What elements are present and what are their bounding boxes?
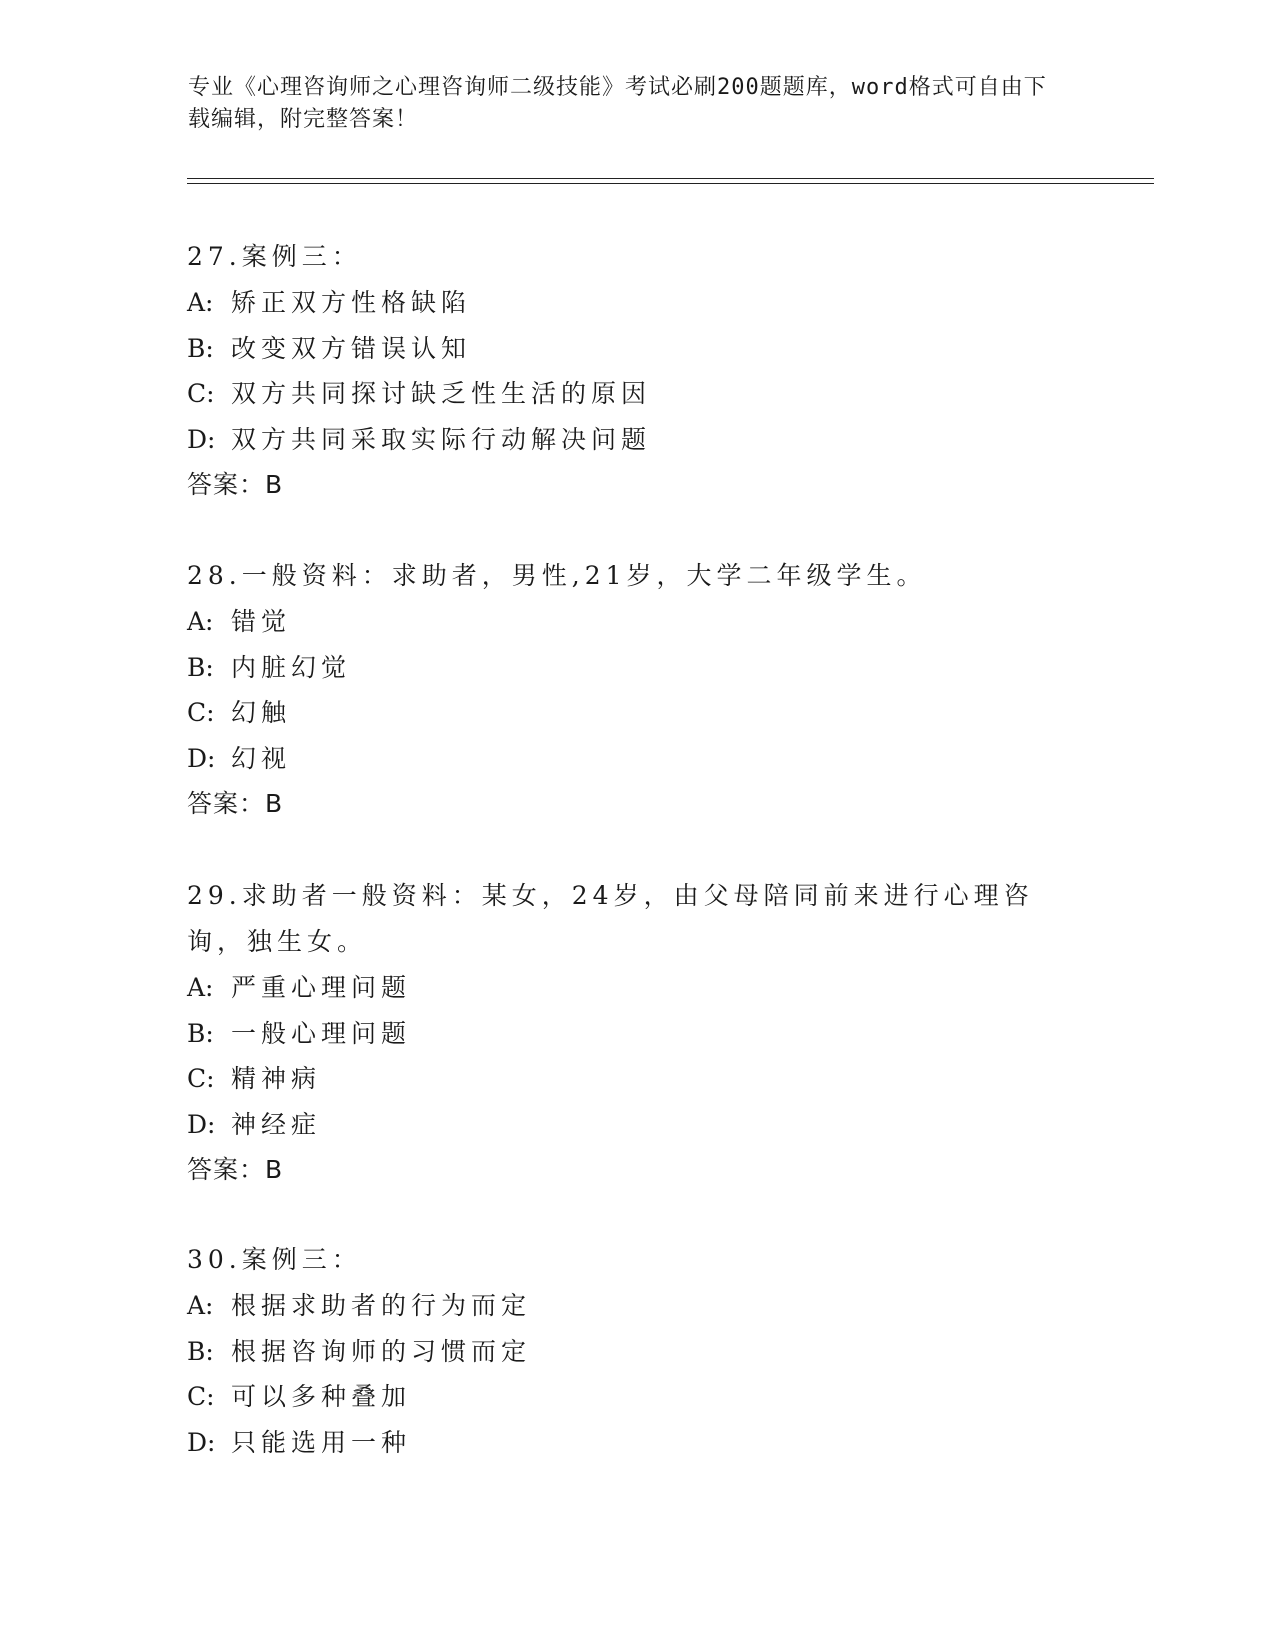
answer-line: 答案：B (187, 1155, 284, 1184)
option-text: 矫正双方性格缺陷 (231, 288, 472, 317)
option-letter: D: (187, 424, 216, 454)
option-letter: B: (187, 1018, 214, 1048)
option-letter: A: (187, 607, 214, 636)
option-d (187, 1102, 1087, 1148)
answer-line: 答案：B (187, 470, 284, 499)
option-text: 一般心理问题 (231, 1018, 412, 1048)
question-title: 29.求助者一般资料：某女，24岁，由父母陪同前来进行心理咨询，独生女。 (187, 881, 1034, 956)
option-text: 根据求助者的行为而定 (231, 1291, 532, 1320)
option-letter: C: (187, 1064, 215, 1093)
option-b (187, 1329, 1087, 1375)
option-letter: A: (187, 288, 214, 317)
option-text: 幻触 (231, 698, 292, 727)
document-header: 专业《心理咨询师之心理咨询师二级技能》考试必刷200题题库，word格式可自由下载编辑，附完整答案！ (188, 75, 1047, 132)
option-letter: D: (187, 743, 216, 773)
option-text: 幻视 (231, 743, 292, 773)
option-letter: B: (187, 333, 214, 363)
option-letter: B: (187, 1336, 214, 1366)
option-text: 根据咨询师的习惯而定 (231, 1336, 532, 1366)
option-text: 双方共同采取实际行动解决问题 (231, 424, 652, 454)
option-text: 精神病 (231, 1064, 322, 1093)
option-text: 内脏幻觉 (231, 652, 352, 682)
option-text: 只能选用一种 (231, 1427, 412, 1457)
option-c (187, 371, 1087, 417)
option-letter: B: (187, 652, 214, 682)
option-letter: D: (187, 1427, 216, 1457)
option-letter: C: (187, 379, 215, 408)
question-29 (187, 873, 1087, 1192)
option-b (187, 1011, 1087, 1057)
option-letter: C: (187, 1382, 215, 1411)
question-title: 27.案例三： (187, 242, 362, 271)
option-b (187, 326, 1087, 372)
option-letter: C: (187, 698, 215, 727)
option-c (187, 1056, 1087, 1102)
option-text: 错觉 (231, 607, 292, 636)
option-a (187, 1283, 1087, 1329)
question-title: 28.一般资料：求助者，男性,21岁，大学二年级学生。 (187, 561, 927, 590)
option-c (187, 1374, 1087, 1420)
option-text: 改变双方错误认知 (231, 333, 472, 363)
option-d (187, 736, 1087, 782)
option-b (187, 645, 1087, 691)
option-letter: D: (187, 1109, 216, 1139)
option-text: 严重心理问题 (231, 973, 412, 1002)
question-28 (187, 553, 1087, 826)
option-a (187, 280, 1087, 326)
answer-line: 答案：B (187, 789, 284, 818)
header-divider-bottom (187, 183, 1154, 184)
option-text: 可以多种叠加 (231, 1382, 412, 1411)
option-c (187, 690, 1087, 736)
question-27 (187, 234, 1087, 507)
option-a (187, 599, 1087, 645)
option-d (187, 1420, 1087, 1466)
option-letter: A: (187, 973, 214, 1002)
option-text: 双方共同探讨缺乏性生活的原因 (231, 379, 652, 408)
option-letter: A: (187, 1291, 214, 1320)
option-a (187, 965, 1087, 1011)
question-title: 30.案例三： (187, 1245, 362, 1274)
question-30 (187, 1237, 1087, 1465)
header-divider-top (187, 178, 1154, 179)
option-d (187, 417, 1087, 463)
option-text: 神经症 (231, 1109, 322, 1139)
